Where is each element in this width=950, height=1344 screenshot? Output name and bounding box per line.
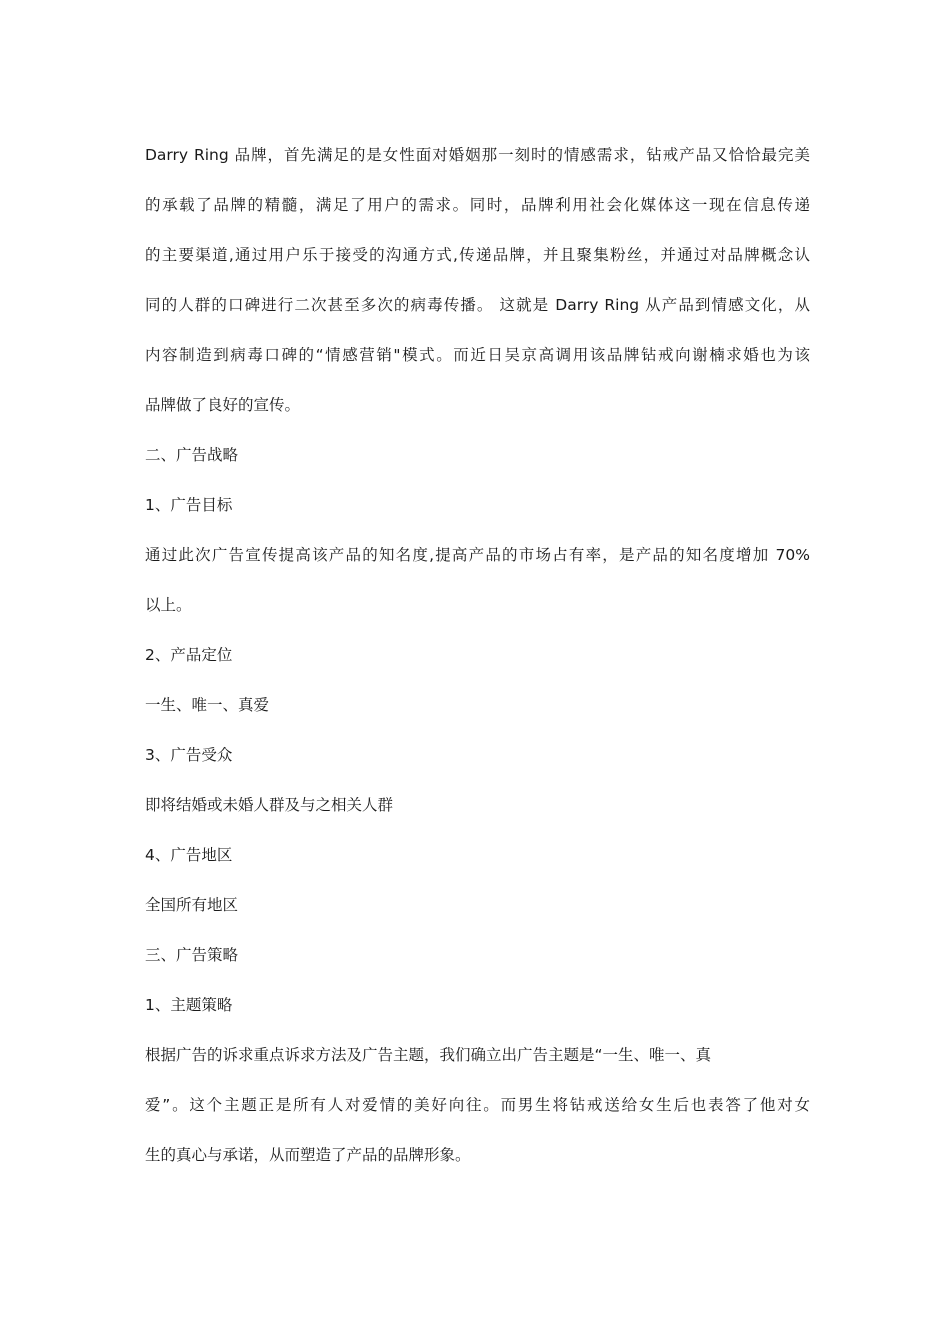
section-heading: 二、广告战略 — [145, 446, 239, 464]
paragraph-line: 一生、唯一、真爱 — [145, 696, 270, 714]
paragraph-line: 生的真心与承诺，从而塑造了产品的品牌形象。 — [145, 1146, 471, 1164]
paragraph-line: 的承载了品牌的精髓，满足了用户的需求。同时，品牌利用社会化媒体这一现在信息传递 — [145, 196, 810, 214]
paragraph-line: 内容制造到病毒口碑的“情感营销"模式。而近日吴京高调用该品牌钻戒向谢楠求婚也为该 — [145, 346, 810, 364]
paragraph-line: 品牌做了良好的宣传。 — [145, 396, 301, 414]
subsection-heading: 4、广告地区 — [145, 846, 233, 864]
paragraph-line: Darry Ring 品牌，首先满足的是女性面对婚姻那一刻时的情感需求，钻戒产品又恰恰最完美 — [145, 146, 810, 164]
paragraph-line: 根据广告的诉求重点诉求方法及广告主题，我们确立出广告主题是“一生、唯一、真 — [145, 1046, 712, 1064]
paragraph-line: 全国所有地区 — [145, 896, 239, 914]
subsection-heading: 1、广告目标 — [145, 496, 233, 514]
section-heading: 三、广告策略 — [145, 946, 239, 964]
paragraph-line: 的主要渠道,通过用户乐于接受的沟通方式,传递品牌，并且聚集粉丝，并通过对品牌概念认 — [145, 246, 810, 264]
paragraph-line: 同的人群的口碑进行二次甚至多次的病毒传播。 这就是 Darry Ring 从产品到情感文化，从 — [145, 296, 810, 314]
document-body — [145, 130, 810, 1180]
subsection-heading: 3、广告受众 — [145, 746, 233, 764]
subsection-heading: 1、主题策略 — [145, 996, 233, 1014]
subsection-heading: 2、产品定位 — [145, 646, 233, 664]
paragraph-line: 以上。 — [145, 596, 192, 614]
paragraph-line: 通过此次广告宣传提高该产品的知名度,提高产品的市场占有率，是产品的知名度增加 70% — [145, 546, 810, 564]
paragraph-line: 爱”。这个主题正是所有人对爱情的美好向往。而男生将钻戒送给女生后也表答了他对女 — [145, 1096, 810, 1114]
paragraph-line: 即将结婚或未婚人群及与之相关人群 — [145, 796, 394, 814]
